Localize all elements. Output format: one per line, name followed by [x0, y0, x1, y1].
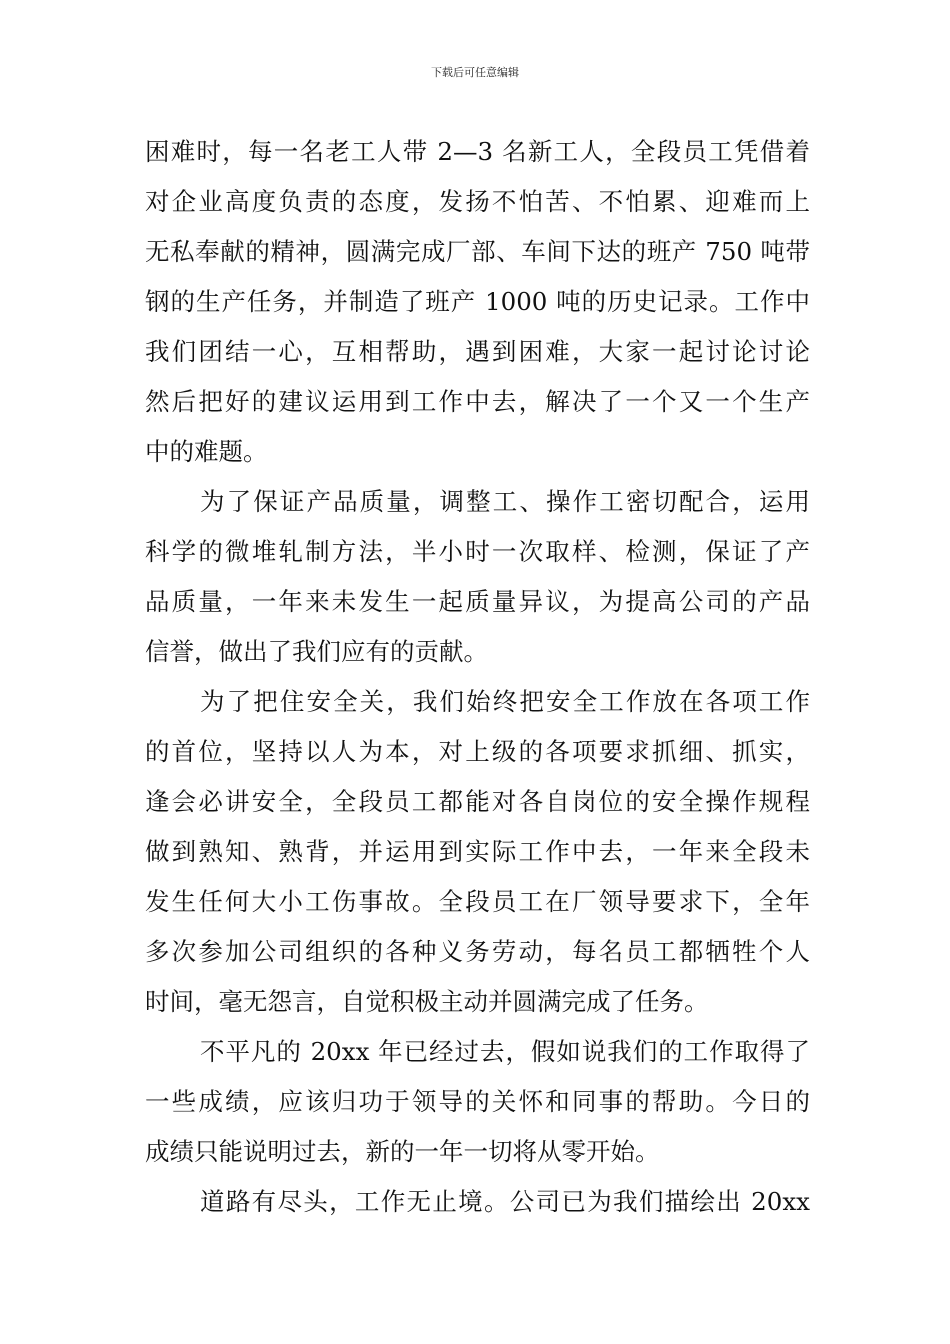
text-line: 成绩只能说明过去，新的一年一切将从零开始。: [145, 1137, 660, 1166]
text-line: 我们团结一心，互相帮助，遇到困难，大家一起讨论讨论: [145, 337, 810, 366]
text-line: 然后把好的建议运用到工作中去，解决了一个又一个生产: [145, 387, 810, 416]
paragraph-2: [145, 477, 810, 677]
text-line: 对企业高度负责的态度，发扬不怕苦、不怕累、迎难而上: [145, 187, 810, 216]
text-line: 不平凡的 20xx 年已经过去，假如说我们的工作取得了: [200, 1037, 810, 1066]
text-line: 逢会必讲安全，全段员工都能对各自岗位的安全操作规程: [145, 787, 810, 816]
text-line: 中的难题。: [145, 437, 268, 466]
text-line: 时间，毫无怨言，自觉积极主动并圆满完成了任务。: [145, 987, 709, 1016]
page-header: 下载后可任意编辑: [431, 66, 519, 79]
text-line: 道路有尽头，工作无止境。公司已为我们描绘出 20xx: [200, 1187, 810, 1216]
text-line: 品质量，一年来未发生一起质量异议，为提高公司的产品: [145, 587, 810, 616]
paragraph-5: [145, 1177, 810, 1227]
text-line: 为了保证产品质量，调整工、操作工密切配合，运用: [200, 487, 810, 516]
paragraph-3: [145, 677, 810, 1027]
text-line: 困难时，每一名老工人带 2—3 名新工人，全段员工凭借着: [145, 137, 810, 166]
text-line: 无私奉献的精神，圆满完成厂部、车间下达的班产 750 吨带: [145, 237, 810, 266]
text-line: 做到熟知、熟背，并运用到实际工作中去，一年来全段未: [145, 837, 810, 866]
paragraph-4: [145, 1027, 810, 1177]
text-line: 多次参加公司组织的各种义务劳动，每名员工都牺牲个人: [145, 937, 810, 966]
text-line: 为了把住安全关，我们始终把安全工作放在各项工作: [200, 687, 810, 716]
text-line: 钢的生产任务，并制造了班产 1000 吨的历史记录。工作中: [145, 287, 810, 316]
paragraph-1: [145, 127, 810, 477]
text-line: 发生任何大小工伤事故。全段员工在厂领导要求下，全年: [145, 887, 810, 916]
text-line: 信誉，做出了我们应有的贡献。: [145, 637, 488, 666]
document-body: [145, 127, 810, 1227]
text-line: 科学的微堆轧制方法，半小时一次取样、检测，保证了产: [145, 537, 810, 566]
text-line: 一些成绩，应该归功于领导的关怀和同事的帮助。今日的: [145, 1087, 810, 1116]
text-line: 的首位，坚持以人为本，对上级的各项要求抓细、抓实，: [145, 737, 810, 766]
